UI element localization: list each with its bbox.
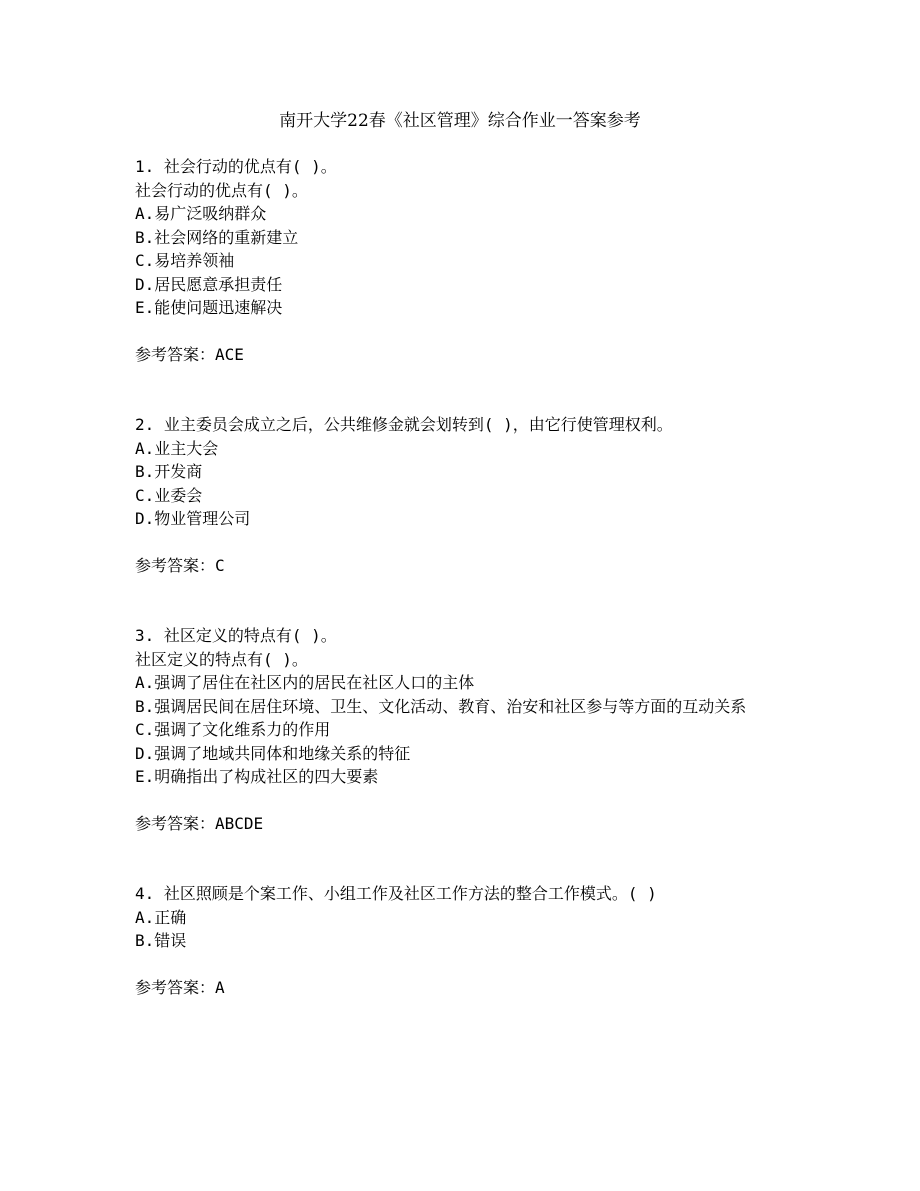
option-a: A.业主大会 [135,438,219,458]
question-3 [135,624,795,836]
option-d: D.居民愿意承担责任 [135,274,283,294]
question-stem: 4. 社区照顾是个案工作、小组工作及社区工作方法的整合工作模式。( ) [135,884,657,903]
reference-answer: 参考答案：A [135,978,225,997]
question-1 [135,155,795,367]
option-c: C.强调了文化维系力的作用 [135,720,331,739]
option-a: A.强调了居住在社区内的居民在社区人口的主体 [135,673,475,692]
question-list [135,155,795,1000]
option-e: E.能使问题迅速解决 [135,298,283,317]
question-stem: 3. 社区定义的特点有( )。 [135,626,337,645]
question-stem: 2. 业主委员会成立之后，公共维修金就会划转到( )，由它行使管理权利。 [135,415,673,434]
reference-answer: 参考答案：ABCDE [135,814,264,833]
reference-answer: 参考答案：ACE [135,345,244,364]
option-a: A.正确 [135,907,187,927]
option-d: D.强调了地域共同体和地缘关系的特征 [135,743,411,763]
document-title: 南开大学22春《社区管理》综合作业一答案参考 [279,111,641,131]
option-e: E.明确指出了构成社区的四大要素 [135,767,379,786]
option-b: B.社会网络的重新建立 [135,227,299,247]
question-4 [135,882,795,1000]
option-b: B.错误 [135,931,187,950]
question-restated: 社区定义的特点有( )。 [135,649,308,669]
option-a: A.易广泛吸纳群众 [135,204,267,223]
question-stem: 1. 社会行动的优点有( )。 [135,157,337,176]
option-b: B.强调居民间在居住环境、卫生、文化活动、教育、治安和社区参与等方面的互动关系 [135,696,747,716]
question-2 [135,413,795,578]
option-c: C.业委会 [135,485,203,505]
option-c: C.易培养领袖 [135,251,235,270]
reference-answer: 参考答案：C [135,556,225,575]
option-d: D.物业管理公司 [135,509,251,528]
question-restated: 社会行动的优点有( )。 [135,180,308,200]
option-b: B.开发商 [135,462,203,481]
